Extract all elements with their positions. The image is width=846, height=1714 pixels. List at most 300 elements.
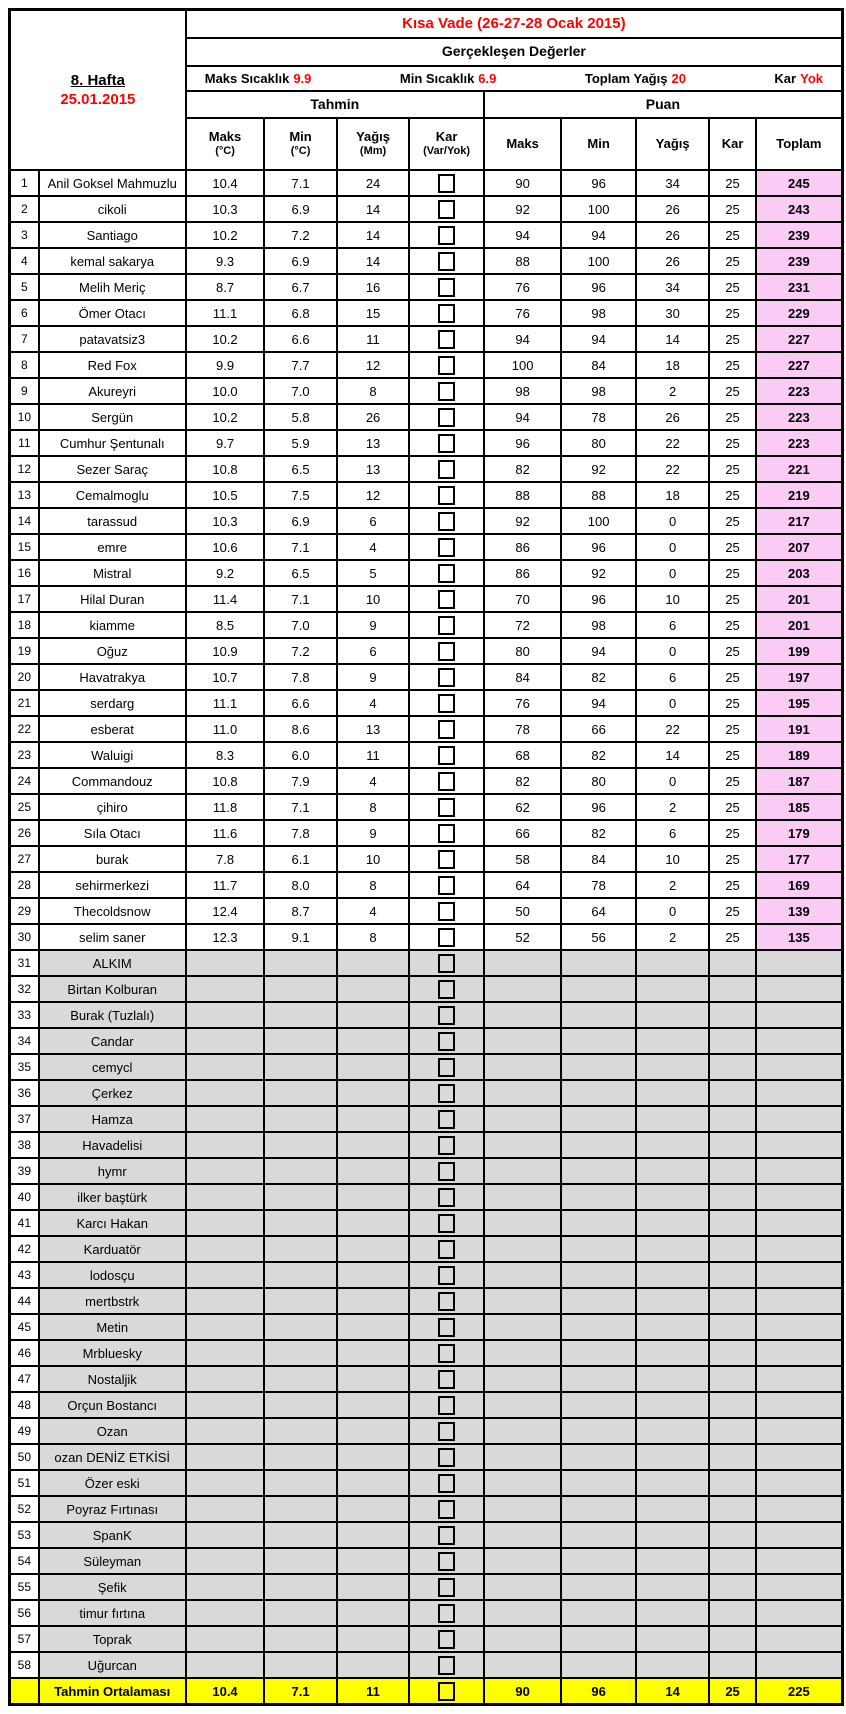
kar-checkbox[interactable] [438,1162,455,1181]
kar-checkbox[interactable] [438,1474,455,1493]
rank-cell: 25 [10,794,39,820]
table-row [10,560,843,586]
table-row [10,274,843,300]
score-kar-cell: 25 [709,404,755,430]
score-min-cell: 82 [561,820,636,846]
forecast-maks-cell: 10.7 [186,664,265,690]
kar-checkbox[interactable] [438,1032,455,1051]
toplam-cell: 199 [756,638,843,664]
kar-checkbox[interactable] [438,616,455,635]
toplam-cell [756,1262,843,1288]
kar-checkbox[interactable] [438,408,455,427]
forecast-min-cell: 6.8 [264,300,337,326]
table-row-empty [10,1106,843,1132]
score-kar-cell [709,1652,755,1678]
name-cell: serdarg [39,690,186,716]
forecast-yagis-cell [337,1002,410,1028]
rank-cell: 52 [10,1496,39,1522]
score-maks-cell: 70 [484,586,562,612]
kar-checkbox[interactable] [438,798,455,817]
score-yagis-cell: 26 [636,404,710,430]
kar-checkbox[interactable] [438,1266,455,1285]
forecast-min-cell [264,1288,337,1314]
score-min-cell [561,1548,636,1574]
kar-checkbox[interactable] [438,1292,455,1311]
name-cell: lodosçu [39,1262,186,1288]
rank-cell: 16 [10,560,39,586]
score-min-cell: 78 [561,404,636,430]
table-row [10,586,843,612]
score-maks-cell: 58 [484,846,562,872]
name-cell: çihiro [39,794,186,820]
forecast-yagis-cell: 6 [337,638,410,664]
kar-checkbox[interactable] [438,590,455,609]
toplam-cell: 223 [756,430,843,456]
score-yagis-cell [636,1314,710,1340]
name-cell: kemal sakarya [39,248,186,274]
kar-checkbox[interactable] [438,1656,455,1675]
score-min-cell [561,1288,636,1314]
table-row-empty [10,1184,843,1210]
name-cell: Toprak [39,1626,186,1652]
table-row-empty [10,1054,843,1080]
rank-cell: 17 [10,586,39,612]
forecast-maks-cell: 10.2 [186,222,265,248]
score-yagis-cell: 14 [636,742,710,768]
table-row-empty [10,1314,843,1340]
score-min-cell [561,1080,636,1106]
col-header-maks-c: Maks (°C) [186,118,265,170]
score-maks-cell: 94 [484,404,562,430]
score-yagis-cell [636,1028,710,1054]
score-yagis-cell [636,1054,710,1080]
table-row-empty [10,1548,843,1574]
forecast-maks-cell: 11.1 [186,300,265,326]
score-min-cell: 84 [561,352,636,378]
kar-checkbox[interactable] [438,330,455,349]
toplam-cell [756,1314,843,1340]
forecast-yagis-cell: 11 [337,326,410,352]
score-yagis-cell [636,1184,710,1210]
rank-cell: 30 [10,924,39,950]
kar-checkbox[interactable] [438,252,455,271]
kar-cell [409,534,484,560]
kar-checkbox[interactable] [438,954,455,973]
kar-checkbox[interactable] [438,850,455,869]
kar-checkbox[interactable] [438,746,455,765]
kar-checkbox[interactable] [438,200,455,219]
name-cell: Oğuz [39,638,186,664]
kar-cell [409,1496,484,1522]
score-min-cell [561,1652,636,1678]
forecast-maks-cell: 10.8 [186,768,265,794]
score-yagis-cell [636,1106,710,1132]
score-maks-cell: 84 [484,664,562,690]
score-yagis-cell [636,1236,710,1262]
kar-checkbox[interactable] [438,1604,455,1623]
toplam-cell: 203 [756,560,843,586]
forecast-maks-cell [186,1418,265,1444]
kar-cell [409,1132,484,1158]
rank-cell: 27 [10,846,39,872]
forecast-maks-cell [186,1054,265,1080]
forecast-min-cell: 7.1 [264,586,337,612]
score-kar-cell: 25 [709,586,755,612]
table-row-empty [10,1574,843,1600]
forecast-min-cell [264,1574,337,1600]
forecast-yagis-cell [337,1210,410,1236]
forecast-min-cell [264,1236,337,1262]
kar-checkbox[interactable] [438,382,455,401]
forecast-maks-cell: 8.7 [186,274,265,300]
table-row [10,326,843,352]
name-cell: cikoli [39,196,186,222]
forecast-min-cell [264,1418,337,1444]
score-maks-cell [484,1106,562,1132]
toplam-cell: 185 [756,794,843,820]
table-row [10,248,843,274]
toplam-cell [756,1470,843,1496]
score-yagis-cell: 18 [636,352,710,378]
kar-checkbox[interactable] [438,1084,455,1103]
rank-cell: 1 [10,170,39,196]
score-maks-cell: 88 [484,248,562,274]
name-cell: Nostaljik [39,1366,186,1392]
score-maks-cell: 68 [484,742,562,768]
forecast-maks-cell: 11.6 [186,820,265,846]
kar-checkbox[interactable] [438,980,455,999]
kar-checkbox[interactable] [438,512,455,531]
kar-checkbox[interactable] [438,1552,455,1571]
kar-cell [409,1106,484,1132]
score-yagis-cell: 2 [636,378,710,404]
score-min-cell [561,1236,636,1262]
kar-checkbox[interactable] [438,1214,455,1233]
forecast-yagis-cell [337,1132,410,1158]
stat-min-sicaklik-value: 6.9 [478,71,497,86]
kar-checkbox[interactable] [438,1370,455,1389]
kar-cell [409,1236,484,1262]
kar-checkbox[interactable] [438,434,455,453]
rank-cell: 54 [10,1548,39,1574]
score-kar-cell [709,1002,755,1028]
kar-checkbox[interactable] [438,772,455,791]
kar-checkbox[interactable] [438,174,455,193]
score-min-cell: 98 [561,378,636,404]
name-cell: tarassud [39,508,186,534]
forecast-min-cell: 7.5 [264,482,337,508]
score-yagis-cell [636,1626,710,1652]
forecast-yagis-cell: 4 [337,898,410,924]
score-min-cell: 64 [561,898,636,924]
stat-min-sicaklik: Min Sıcaklık 6.9 [399,71,497,86]
col-header-puan-yagis: Yağış [636,118,710,170]
kar-checkbox[interactable] [438,694,455,713]
toplam-cell [756,1288,843,1314]
toplam-cell: 187 [756,768,843,794]
toplam-cell: 243 [756,196,843,222]
score-maks-cell: 94 [484,326,562,352]
toplam-cell [756,1158,843,1184]
rank-cell: 11 [10,430,39,456]
table-row [10,456,843,482]
table-row [10,430,843,456]
score-maks-cell: 92 [484,196,562,222]
score-min-cell [561,1132,636,1158]
score-kar-cell [709,950,755,976]
kar-checkbox[interactable] [438,356,455,375]
forecast-maks-cell [186,1340,265,1366]
kar-checkbox[interactable] [438,1682,455,1701]
score-maks-cell [484,1600,562,1626]
score-kar-cell [709,1236,755,1262]
score-yagis-cell: 14 [636,1678,710,1705]
table-row-empty [10,1028,843,1054]
score-min-cell: 80 [561,430,636,456]
score-maks-cell [484,1080,562,1106]
toplam-cell: 225 [756,1678,843,1705]
kar-checkbox[interactable] [438,1396,455,1415]
kar-cell [409,352,484,378]
forecast-min-cell: 6.6 [264,326,337,352]
forecast-maks-cell [186,1548,265,1574]
forecast-min-cell: 6.9 [264,196,337,222]
kar-checkbox[interactable] [438,720,455,739]
table-row-empty [10,1132,843,1158]
kar-checkbox[interactable] [438,1006,455,1025]
forecast-yagis-cell: 5 [337,560,410,586]
kar-cell [409,1522,484,1548]
forecast-yagis-cell: 4 [337,534,410,560]
score-kar-cell: 25 [709,1678,755,1705]
rank-cell: 10 [10,404,39,430]
toplam-cell: 135 [756,924,843,950]
kar-checkbox[interactable] [438,564,455,583]
forecast-maks-cell [186,1080,265,1106]
score-maks-cell: 86 [484,560,562,586]
forecast-min-cell: 7.7 [264,352,337,378]
kar-checkbox[interactable] [438,278,455,297]
table-row [10,482,843,508]
forecast-maks-cell: 9.7 [186,430,265,456]
score-min-cell: 100 [561,508,636,534]
kar-checkbox[interactable] [438,1578,455,1597]
table-row [10,352,843,378]
kar-checkbox[interactable] [438,902,455,921]
name-cell: Sergün [39,404,186,430]
forecast-min-cell: 7.8 [264,664,337,690]
forecast-yagis-cell: 14 [337,196,410,222]
toplam-cell [756,1340,843,1366]
score-yagis-cell: 30 [636,300,710,326]
score-yagis-cell [636,1158,710,1184]
kar-checkbox[interactable] [438,1240,455,1259]
period-title: Kısa Vade (26-27-28 Ocak 2015) [402,15,626,32]
rank-cell: 51 [10,1470,39,1496]
kar-cell [409,638,484,664]
forecast-min-cell [264,1522,337,1548]
stat-toplam-yagis-value: 20 [671,71,686,86]
toplam-cell [756,1626,843,1652]
forecast-yagis-cell: 10 [337,586,410,612]
kar-checkbox[interactable] [438,668,455,687]
score-maks-cell [484,976,562,1002]
score-yagis-cell [636,1132,710,1158]
kar-checkbox[interactable] [438,1318,455,1337]
name-cell: selim saner [39,924,186,950]
score-kar-cell: 25 [709,664,755,690]
forecast-maks-cell: 10.8 [186,456,265,482]
table-row [10,196,843,222]
kar-checkbox[interactable] [438,304,455,323]
score-min-cell [561,1314,636,1340]
kar-cell [409,1080,484,1106]
score-min-cell [561,1340,636,1366]
forecast-maks-cell [186,1314,265,1340]
score-yagis-cell: 10 [636,586,710,612]
score-yagis-cell [636,1548,710,1574]
score-yagis-cell: 26 [636,248,710,274]
score-min-cell: 94 [561,222,636,248]
score-kar-cell: 25 [709,820,755,846]
score-kar-cell: 25 [709,456,755,482]
score-yagis-cell: 22 [636,716,710,742]
forecast-yagis-cell: 8 [337,924,410,950]
forecast-maks-cell: 10.6 [186,534,265,560]
score-kar-cell: 25 [709,222,755,248]
kar-checkbox[interactable] [438,928,455,947]
toplam-cell [756,1392,843,1418]
kar-checkbox[interactable] [438,1188,455,1207]
name-cell: Süleyman [39,1548,186,1574]
name-cell: ozan DENİZ ETKİSİ [39,1444,186,1470]
rank-cell: 41 [10,1210,39,1236]
score-maks-cell: 82 [484,768,562,794]
score-kar-cell: 25 [709,898,755,924]
kar-checkbox[interactable] [438,486,455,505]
score-yagis-cell [636,1288,710,1314]
forecast-yagis-cell: 13 [337,430,410,456]
forecast-min-cell [264,1262,337,1288]
forecast-maks-cell: 8.3 [186,742,265,768]
rank-cell: 38 [10,1132,39,1158]
week-block [10,10,186,171]
rank-cell: 47 [10,1366,39,1392]
score-kar-cell [709,1262,755,1288]
score-yagis-cell: 14 [636,326,710,352]
rank-cell: 5 [10,274,39,300]
kar-checkbox[interactable] [438,876,455,895]
score-yagis-cell [636,1262,710,1288]
forecast-min-cell [264,1496,337,1522]
toplam-cell [756,1080,843,1106]
kar-cell [409,1392,484,1418]
table-row-empty [10,1470,843,1496]
name-cell: Red Fox [39,352,186,378]
kar-checkbox[interactable] [438,460,455,479]
kar-checkbox[interactable] [438,1500,455,1519]
kar-cell [409,586,484,612]
kar-checkbox[interactable] [438,1630,455,1649]
score-maks-cell [484,1392,562,1418]
forecast-maks-cell: 7.8 [186,846,265,872]
period-title-cell [186,10,843,39]
score-kar-cell [709,1288,755,1314]
kar-cell [409,1548,484,1574]
forecast-maks-cell [186,1522,265,1548]
kar-checkbox[interactable] [438,538,455,557]
kar-cell [409,248,484,274]
score-min-cell [561,976,636,1002]
forecast-yagis-cell [337,1444,410,1470]
forecast-maks-cell [186,950,265,976]
rank-cell: 57 [10,1626,39,1652]
group-puan: Puan [484,91,843,118]
stat-kar: Kar Yok [774,71,823,86]
score-yagis-cell: 6 [636,612,710,638]
score-kar-cell [709,1444,755,1470]
score-yagis-cell: 26 [636,196,710,222]
toplam-cell [756,976,843,1002]
score-kar-cell: 25 [709,716,755,742]
forecast-min-cell [264,1600,337,1626]
kar-checkbox[interactable] [438,642,455,661]
score-kar-cell [709,1392,755,1418]
kar-checkbox[interactable] [438,1058,455,1077]
toplam-cell: 229 [756,300,843,326]
rank-cell: 34 [10,1028,39,1054]
table-row-empty [10,950,843,976]
kar-checkbox[interactable] [438,226,455,245]
kar-cell [409,1184,484,1210]
forecast-min-cell [264,1184,337,1210]
name-cell: Orçun Bostancı [39,1392,186,1418]
kar-checkbox[interactable] [438,1422,455,1441]
rank-cell: 9 [10,378,39,404]
kar-checkbox[interactable] [438,1110,455,1129]
table-row-empty [10,1626,843,1652]
kar-cell [409,1418,484,1444]
rank-cell: 45 [10,1314,39,1340]
kar-checkbox[interactable] [438,1136,455,1155]
kar-cell [409,196,484,222]
kar-checkbox[interactable] [438,824,455,843]
forecast-min-cell: 6.9 [264,508,337,534]
table-row-empty [10,1652,843,1678]
table-row-empty [10,976,843,1002]
col-header-min-c: Min (°C) [264,118,337,170]
forecast-min-cell [264,1028,337,1054]
toplam-cell: 239 [756,248,843,274]
kar-checkbox[interactable] [438,1526,455,1545]
table-row [10,742,843,768]
kar-checkbox[interactable] [438,1344,455,1363]
forecast-maks-cell [186,1236,265,1262]
forecast-maks-cell [186,1106,265,1132]
table-row-empty [10,1392,843,1418]
forecast-yagis-cell: 9 [337,820,410,846]
score-maks-cell [484,1184,562,1210]
score-maks-cell [484,1574,562,1600]
forecast-min-cell: 6.5 [264,560,337,586]
score-kar-cell: 25 [709,248,755,274]
forecast-yagis-cell: 16 [337,274,410,300]
score-yagis-cell: 0 [636,508,710,534]
kar-checkbox[interactable] [438,1448,455,1467]
score-kar-cell: 25 [709,508,755,534]
score-kar-cell [709,976,755,1002]
rank-cell: 21 [10,690,39,716]
